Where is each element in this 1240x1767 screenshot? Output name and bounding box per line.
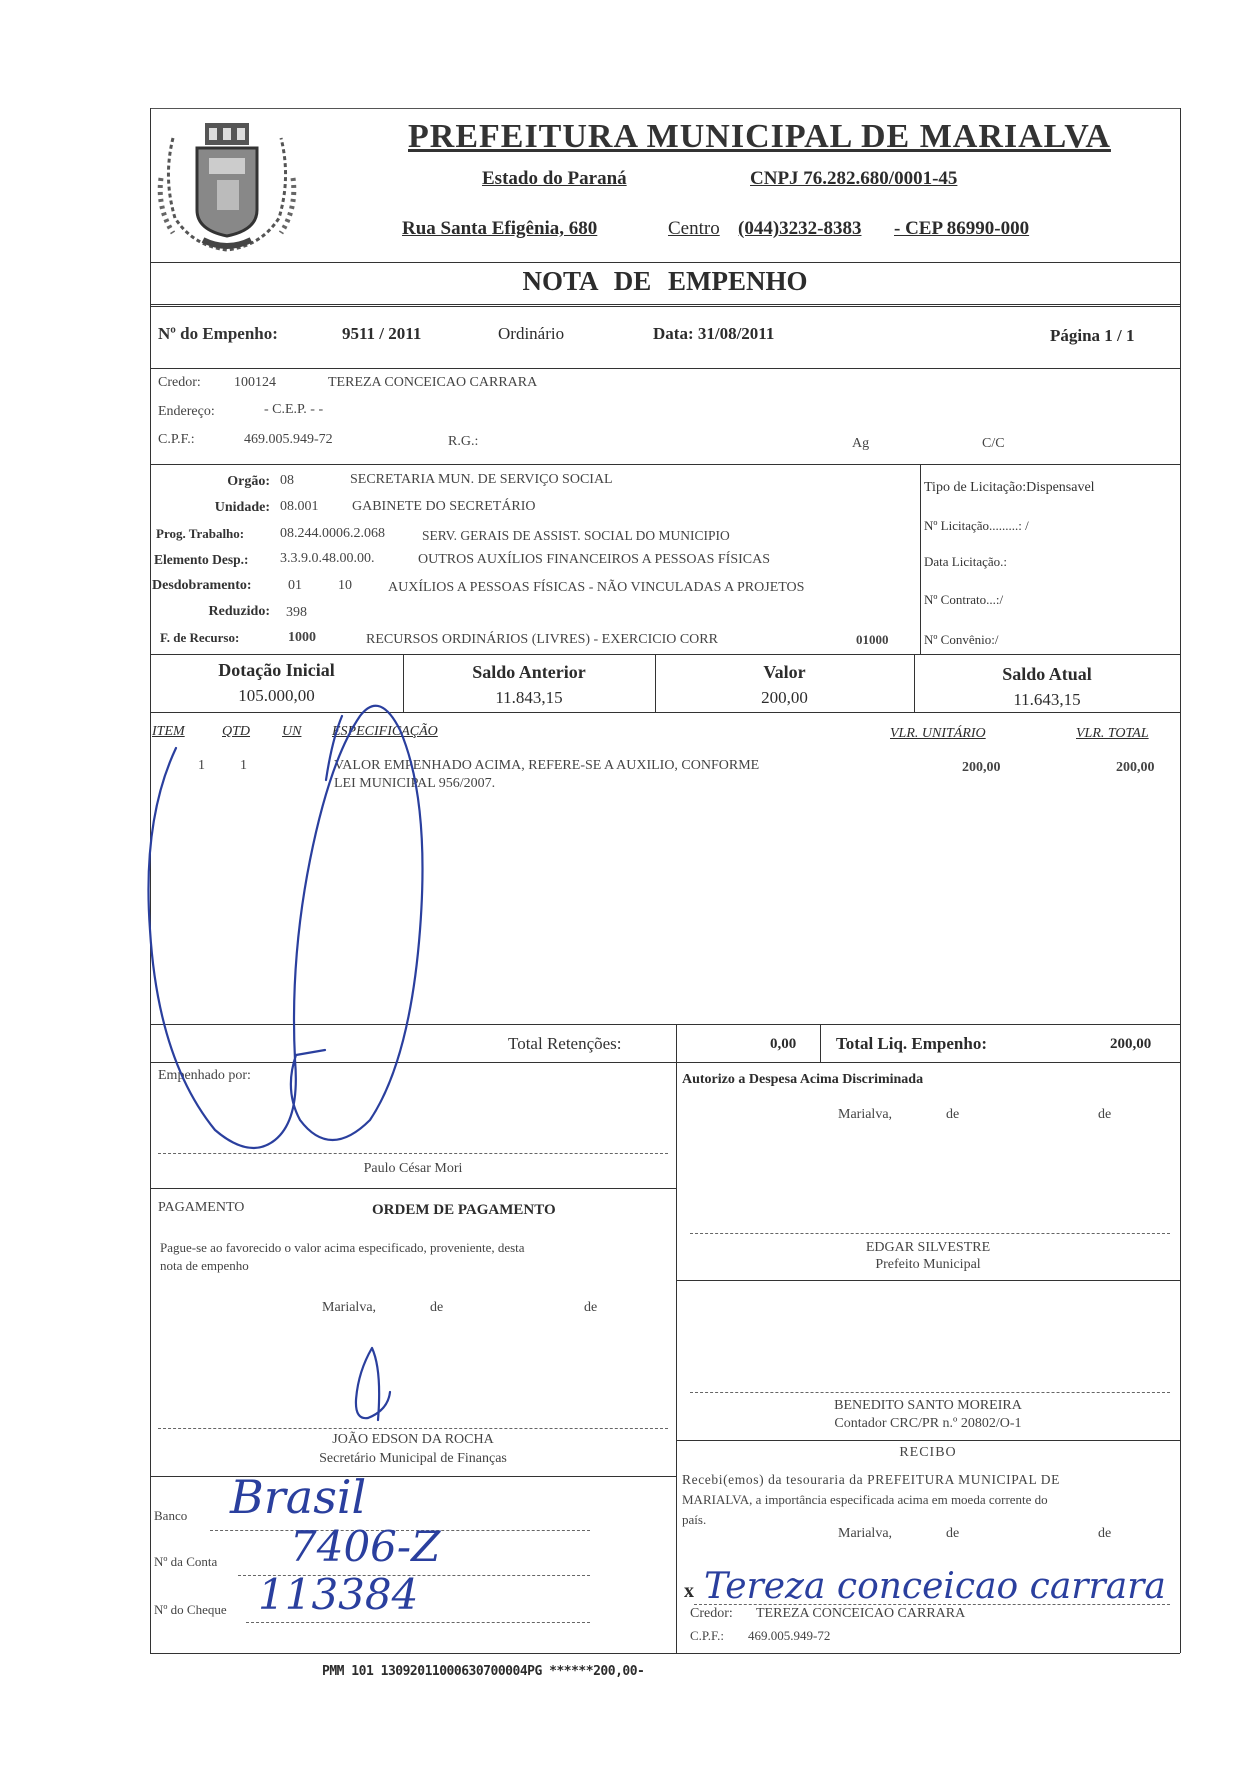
empenho-type: Ordinário: [498, 324, 565, 343]
recibo-credor-nome: TEREZA CONCEICAO CARRARA: [756, 1606, 966, 1621]
elemento-code: 3.3.9.0.48.00.00.: [280, 551, 375, 566]
item-number: 1: [198, 758, 205, 773]
recibo-cpf-value: 469.005.949-72: [748, 1628, 831, 1643]
pagamento-de2: de: [584, 1300, 598, 1315]
recibo-text-line1: Recebi(emos) da tesouraria da PREFEITURA MUNICIPAL DE: [682, 1472, 1060, 1487]
recurso-code: 1000: [288, 630, 316, 645]
contador-cargo: Contador CRC/PR n.º 20802/O-1: [834, 1416, 1022, 1431]
prefeitura-title: PREFEITURA MUNICIPAL DE MARIALVA: [408, 118, 1111, 155]
endereco-label: Endereço:: [158, 404, 215, 419]
estado-label: Estado do Paraná: [482, 168, 627, 189]
unidade-label: Unidade:: [214, 500, 270, 515]
item-qtd: 1: [240, 758, 247, 773]
numero-licitacao: Nº Licitação.........: /: [924, 518, 1029, 533]
total-retencoes-label: Total Retenções:: [508, 1034, 622, 1053]
credor-signature: Tereza conceicao carrara: [704, 1566, 1166, 1607]
col-especificacao: ESPECIFICAÇÃO: [332, 724, 438, 739]
pagamento-text-line1: Pague-se ao favorecido o valor acima especificado, proveniente, desta: [160, 1240, 525, 1255]
recibo-title: RECIBO: [899, 1445, 957, 1460]
reduzido-label: Reduzido:: [208, 604, 270, 619]
item-vlr-total: 200,00: [1116, 760, 1155, 775]
saldo-anterior-value: 11.843,15: [495, 688, 563, 707]
cpf-value: 469.005.949-72: [244, 432, 333, 447]
pagamento-cidade: Marialva,: [322, 1300, 377, 1315]
saldo-atual-label: Saldo Atual: [1002, 664, 1092, 684]
tipo-licitacao: Tipo de Licitação:Dispensavel: [924, 480, 1095, 495]
autorizo-de2: de: [1098, 1107, 1112, 1122]
desdobramento-b: 10: [338, 578, 352, 593]
empenho-date: Data: 31/08/2011: [653, 324, 775, 343]
address-phone: (044)3232-8383: [738, 218, 862, 239]
contador-nome: BENEDITO SANTO MOREIRA: [834, 1398, 1022, 1413]
col-item: ITEM: [152, 724, 185, 739]
cpf-label: C.P.F.:: [158, 432, 195, 447]
desdobramento-label: Desdobramento:: [152, 578, 252, 593]
address-street: Rua Santa Efigênia, 680: [402, 218, 598, 239]
secretario-cargo: Secretário Municipal de Finanças: [319, 1451, 507, 1466]
ag-label: Ag: [852, 436, 870, 451]
ordem-pagamento-title: ORDEM DE PAGAMENTO: [372, 1202, 556, 1218]
conta-handwritten: 7406-Z: [290, 1522, 441, 1571]
credor-code: 100124: [234, 375, 276, 390]
recibo-cidade: Marialva,: [838, 1526, 893, 1541]
item-desc-line2: LEI MUNICIPAL 956/2007.: [334, 776, 496, 791]
empenho-number: 9511 / 2011: [342, 324, 422, 343]
recibo-de1: de: [946, 1526, 960, 1541]
recibo-text-line3: país.: [682, 1512, 707, 1527]
footer-code: PMM 101 13092011000630700004PG ******200,00-: [322, 1664, 645, 1679]
prefeito-nome: EDGAR SILVESTRE: [865, 1240, 991, 1255]
autorizo-cidade: Marialva,: [838, 1107, 893, 1122]
recurso-label: F. de Recurso:: [160, 630, 240, 645]
total-retencoes-value: 0,00: [770, 1036, 797, 1052]
total-liquido-value: 200,00: [1110, 1036, 1152, 1052]
credor-label: Credor:: [158, 375, 201, 390]
valor-label: Valor: [763, 662, 806, 682]
col-vlr-unitario: VLR. UNITÁRIO: [890, 726, 986, 741]
saldo-anterior-label: Saldo Anterior: [472, 662, 586, 682]
pagamento-label: PAGAMENTO: [158, 1200, 245, 1215]
orgao-desc: SECRETARIA MUN. DE SERVIÇO SOCIAL: [350, 472, 613, 487]
dotacao-label: Dotação Inicial: [218, 660, 335, 680]
cnpj-label: CNPJ 76.282.680/0001-45: [750, 168, 958, 189]
prefeito-cargo: Prefeito Municipal: [875, 1257, 981, 1272]
large-loop-signature: [148, 706, 422, 1148]
cheque-label: Nº do Cheque: [154, 1602, 227, 1617]
prog-desc: SERV. GERAIS DE ASSIST. SOCIAL DO MUNICIPIO: [422, 528, 730, 543]
valor-value: 200,00: [761, 688, 808, 707]
nota-de-empenho-title: NOTA DE EMPENHO: [522, 266, 808, 296]
reduzido-value: 398: [286, 605, 307, 620]
endereco-value: - C.E.P. - -: [264, 402, 324, 417]
orgao-code: 08: [280, 473, 294, 488]
cheque-handwritten: 113384: [258, 1570, 419, 1619]
secretario-signature: [356, 1348, 390, 1420]
saldo-atual-value: 11.643,15: [1013, 690, 1081, 709]
prog-label: Prog. Trabalho:: [156, 526, 245, 541]
desdobramento-a: 01: [288, 578, 302, 593]
recibo-credor-label: Credor:: [690, 1606, 733, 1621]
item-vlr-unitario: 200,00: [962, 760, 1001, 775]
signature-x-mark: x: [684, 1580, 694, 1602]
banco-label: Banco: [154, 1508, 188, 1523]
page-number: Página 1 / 1: [1050, 326, 1135, 345]
recurso-desc: RECURSOS ORDINÁRIOS (LIVRES) - EXERCICIO CORR: [366, 632, 718, 647]
recibo-cpf-label: C.P.F.:: [690, 1628, 725, 1643]
recibo-de2: de: [1098, 1526, 1112, 1541]
recibo-text-line2: MARIALVA, a importância especificada acima em moeda corrente do: [682, 1492, 1048, 1507]
item-desc-line1: VALOR EMPENHADO ACIMA, REFERE-SE A AUXILIO, CONFORME: [334, 758, 760, 773]
unidade-code: 08.001: [280, 499, 319, 514]
data-licitacao: Data Licitação.:: [924, 554, 1008, 569]
col-vlr-total: VLR. TOTAL: [1076, 726, 1149, 741]
orgao-label: Orgão:: [227, 474, 270, 489]
col-un: UN: [282, 724, 302, 739]
numero-contrato: Nº Contrato...:/: [924, 592, 1004, 607]
elemento-label: Elemento Desp.:: [154, 552, 249, 567]
conta-label: Nº da Conta: [154, 1554, 218, 1569]
pagamento-text-line2: nota de empenho: [160, 1258, 249, 1273]
rg-label: R.G.:: [448, 434, 479, 449]
banco-handwritten: Brasil: [230, 1470, 367, 1524]
address-bairro: Centro: [668, 218, 720, 239]
empenho-label: Nº do Empenho:: [158, 324, 278, 343]
pagamento-de1: de: [430, 1300, 444, 1315]
empenhado-nome: Paulo César Mori: [363, 1161, 463, 1176]
unidade-desc: GABINETE DO SECRETÁRIO: [352, 499, 536, 514]
autorizo-label: Autorizo a Despesa Acima Discriminada: [682, 1072, 924, 1087]
dotacao-value: 105.000,00: [238, 686, 315, 705]
cc-label: C/C: [982, 436, 1005, 451]
numero-convenio: Nº Convênio:/: [924, 632, 999, 647]
elemento-desc: OUTROS AUXÍLIOS FINANCEIROS A PESSOAS FÍSICAS: [418, 552, 771, 567]
prog-code: 08.244.0006.2.068: [280, 526, 385, 541]
recurso-number: 01000: [856, 632, 889, 647]
secretario-nome: JOÃO EDSON DA ROCHA: [332, 1432, 494, 1447]
autorizo-de1: de: [946, 1107, 960, 1122]
desdobramento-desc: AUXÍLIOS A PESSOAS FÍSICAS - NÃO VINCULADAS A PROJETOS: [388, 580, 805, 595]
total-liquido-label: Total Liq. Empenho:: [836, 1034, 987, 1053]
address-cep: - CEP 86990-000: [894, 218, 1030, 239]
empenhado-por-label: Empenhado por:: [158, 1068, 251, 1083]
col-qtd: QTD: [222, 724, 251, 739]
credor-name: TEREZA CONCEICAO CARRARA: [328, 375, 538, 390]
